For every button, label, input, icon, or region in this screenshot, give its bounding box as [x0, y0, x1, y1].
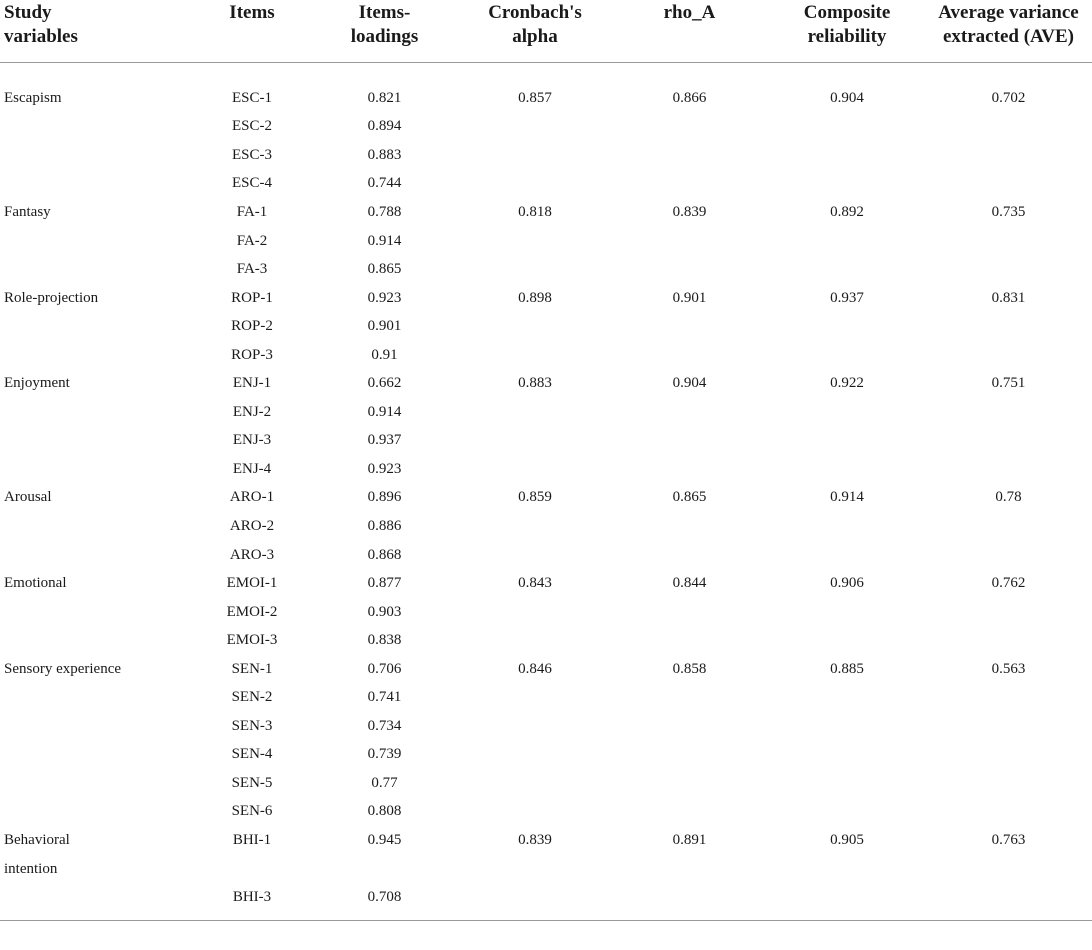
loading-cell: 0.868 [367, 546, 402, 563]
loading-cell: 0.865 [367, 261, 402, 278]
empty-cell [0, 398, 195, 427]
alpha-cell: 0.818 [518, 203, 552, 220]
table-row [0, 170, 1092, 199]
table-row [0, 598, 1092, 627]
item-cell: ARO-1 [229, 489, 275, 506]
empty-cell [769, 541, 925, 570]
empty-cell [925, 798, 1092, 827]
study-variable-cell: Escapism [4, 89, 62, 106]
table-row [0, 113, 1092, 142]
header-composite-reliability: Composite reliability [803, 2, 891, 47]
item-cell: SEN-4 [231, 746, 273, 763]
empty-cell [610, 741, 769, 770]
empty-cell [610, 541, 769, 570]
item-cell: SEN-6 [231, 803, 273, 820]
rho-a-cell: 0.839 [672, 203, 707, 220]
item-cell: ROP-2 [231, 318, 273, 335]
table-row [0, 883, 1092, 912]
cr-cell: 0.904 [830, 89, 864, 106]
study-variable-cell: Fantasy [4, 203, 51, 220]
empty-cell [610, 113, 769, 142]
alpha-cell: 0.839 [518, 832, 552, 849]
table-row [0, 626, 1092, 655]
rho-a-cell: 0.901 [672, 289, 707, 306]
empty-cell [769, 455, 925, 484]
loading-cell: 0.706 [367, 660, 402, 677]
empty-cell [925, 712, 1092, 741]
cr-cell: 0.885 [830, 660, 864, 677]
cr-cell: 0.906 [830, 575, 864, 592]
loading-cell: 0.923 [367, 289, 402, 306]
empty-cell [925, 170, 1092, 199]
loading-cell: 0.923 [367, 460, 402, 477]
table-row [0, 427, 1092, 456]
empty-cell [769, 398, 925, 427]
table-row [0, 741, 1092, 770]
empty-cell [925, 455, 1092, 484]
item-cell: ENJ-4 [232, 460, 272, 477]
ave-cell: 0.78 [995, 489, 1022, 506]
study-variable-cell: Sensory experience [4, 660, 122, 677]
empty-cell [460, 541, 610, 570]
header-study-variables: Study variables [4, 2, 78, 47]
loading-cell: 0.77 [371, 774, 398, 791]
empty-cell [610, 512, 769, 541]
item-cell: ESC-4 [231, 175, 272, 192]
empty-cell [925, 113, 1092, 142]
item-cell: ARO-3 [229, 546, 275, 563]
empty-cell [769, 683, 925, 712]
table-row [0, 369, 1092, 398]
empty-cell [0, 113, 195, 142]
loading-cell: 0.914 [367, 232, 402, 249]
item-cell: ENJ-1 [232, 375, 272, 392]
table-row [0, 798, 1092, 827]
empty-cell [610, 712, 769, 741]
empty-cell [0, 626, 195, 655]
loading-cell: 0.788 [367, 203, 402, 220]
empty-cell [769, 741, 925, 770]
empty-cell [460, 255, 610, 284]
header-row [0, 0, 1092, 63]
empty-cell [460, 626, 610, 655]
empty-cell [769, 598, 925, 627]
cr-cell: 0.937 [830, 289, 864, 306]
rho-a-cell: 0.865 [672, 489, 707, 506]
alpha-cell: 0.843 [518, 575, 552, 592]
empty-cell [0, 512, 195, 541]
item-cell: ESC-1 [231, 89, 272, 106]
ave-cell: 0.762 [991, 575, 1026, 592]
item-cell: SEN-2 [231, 689, 273, 706]
table-row [0, 455, 1092, 484]
loading-cell: 0.883 [367, 146, 402, 163]
header-items: Items [229, 2, 275, 23]
rho-a-cell: 0.891 [672, 832, 707, 849]
loading-cell: 0.662 [367, 375, 402, 392]
empty-cell [0, 427, 195, 456]
alpha-cell: 0.883 [518, 375, 552, 392]
empty-cell [925, 255, 1092, 284]
table-row [0, 712, 1092, 741]
item-cell: FA-2 [236, 232, 268, 249]
ave-cell: 0.763 [991, 832, 1026, 849]
empty-cell [460, 683, 610, 712]
table-row [0, 683, 1092, 712]
table-row [0, 484, 1092, 513]
alpha-cell: 0.846 [518, 660, 552, 677]
empty-cell [460, 427, 610, 456]
empty-cell [769, 769, 925, 798]
table-row [0, 312, 1092, 341]
item-cell: BHI-1 [232, 832, 272, 849]
item-cell: ROP-3 [231, 346, 273, 363]
ave-cell: 0.735 [991, 203, 1026, 220]
empty-cell [0, 541, 195, 570]
empty-cell [0, 683, 195, 712]
empty-cell [460, 227, 610, 256]
empty-cell [925, 598, 1092, 627]
loading-cell: 0.821 [367, 89, 402, 106]
empty-cell [610, 141, 769, 170]
empty-cell [610, 398, 769, 427]
loading-cell: 0.734 [367, 717, 402, 734]
item-cell: ENJ-3 [232, 432, 272, 449]
cr-cell: 0.892 [830, 203, 864, 220]
ave-cell: 0.702 [991, 89, 1026, 106]
empty-cell [610, 598, 769, 627]
empty-cell [769, 170, 925, 199]
table-row [0, 227, 1092, 256]
header-rho-a: rho_A [663, 2, 716, 23]
loading-cell: 0.903 [367, 603, 402, 620]
table-bottom-rule [0, 912, 1092, 921]
study-variable-cell: Behavioral intention [4, 832, 70, 877]
loading-cell: 0.739 [367, 746, 402, 763]
table-row [0, 541, 1092, 570]
empty-cell [460, 312, 610, 341]
empty-cell [0, 312, 195, 341]
table-row [0, 512, 1092, 541]
table-row [0, 569, 1092, 598]
loading-cell: 0.744 [367, 175, 402, 192]
item-cell: FA-3 [236, 261, 268, 278]
empty-cell [460, 341, 610, 370]
table-row [0, 398, 1092, 427]
table-row [0, 255, 1092, 284]
alpha-cell: 0.857 [518, 89, 552, 106]
study-variable-cell: Enjoyment [4, 375, 70, 392]
loading-cell: 0.901 [367, 318, 402, 335]
empty-cell [769, 227, 925, 256]
empty-cell [610, 170, 769, 199]
loading-cell: 0.914 [367, 403, 402, 420]
alpha-cell: 0.859 [518, 489, 552, 506]
empty-cell [460, 113, 610, 142]
table-row [0, 341, 1092, 370]
table-row [0, 198, 1092, 227]
empty-cell [0, 141, 195, 170]
table-row [0, 655, 1092, 684]
header-ave: Average variance extracted (AVE) [938, 2, 1079, 47]
empty-cell [610, 769, 769, 798]
loading-cell: 0.945 [367, 832, 402, 849]
item-cell: BHI-3 [232, 888, 272, 905]
empty-cell [925, 312, 1092, 341]
item-cell: SEN-3 [231, 717, 273, 734]
empty-cell [460, 598, 610, 627]
empty-cell [460, 769, 610, 798]
empty-cell [769, 883, 925, 912]
empty-cell [610, 255, 769, 284]
empty-cell [0, 769, 195, 798]
empty-cell [925, 741, 1092, 770]
item-cell: FA-1 [236, 203, 268, 220]
cr-cell: 0.905 [830, 832, 864, 849]
loading-cell: 0.896 [367, 489, 402, 506]
empty-cell [925, 227, 1092, 256]
empty-cell [0, 741, 195, 770]
empty-cell [0, 227, 195, 256]
empty-cell [0, 341, 195, 370]
table-row [0, 141, 1092, 170]
empty-cell [925, 683, 1092, 712]
loading-cell: 0.741 [367, 689, 402, 706]
empty-cell [610, 798, 769, 827]
empty-cell [769, 312, 925, 341]
empty-cell [925, 883, 1092, 912]
item-cell: SEN-5 [231, 774, 273, 791]
empty-cell [610, 312, 769, 341]
study-variable-cell: Arousal [4, 489, 52, 506]
empty-cell [460, 883, 610, 912]
empty-cell [925, 626, 1092, 655]
empty-cell [0, 883, 195, 912]
empty-cell [460, 170, 610, 199]
empty-cell [610, 341, 769, 370]
table-body [0, 63, 1092, 912]
rho-a-cell: 0.904 [672, 375, 707, 392]
empty-cell [0, 255, 195, 284]
empty-cell [925, 541, 1092, 570]
empty-cell [925, 141, 1092, 170]
empty-cell [610, 626, 769, 655]
ave-cell: 0.831 [991, 289, 1026, 306]
empty-cell [0, 598, 195, 627]
rho-a-cell: 0.844 [672, 575, 707, 592]
ave-cell: 0.563 [991, 660, 1026, 677]
empty-cell [460, 798, 610, 827]
loading-cell: 0.937 [367, 432, 402, 449]
empty-cell [460, 398, 610, 427]
empty-cell [769, 712, 925, 741]
empty-cell [610, 227, 769, 256]
item-cell: ESC-2 [231, 118, 272, 135]
empty-cell [0, 455, 195, 484]
empty-cell [925, 769, 1092, 798]
loading-cell: 0.91 [371, 346, 398, 363]
cr-cell: 0.922 [830, 375, 864, 392]
item-cell: EMOI-1 [226, 575, 278, 592]
spacer-row [0, 63, 1092, 85]
empty-cell [460, 741, 610, 770]
empty-cell [769, 626, 925, 655]
rho-a-cell: 0.858 [672, 660, 707, 677]
loading-cell: 0.877 [367, 575, 402, 592]
empty-cell [925, 427, 1092, 456]
empty-cell [460, 712, 610, 741]
empty-cell [925, 398, 1092, 427]
alpha-cell: 0.898 [518, 289, 552, 306]
loading-cell: 0.708 [367, 888, 402, 905]
item-cell: SEN-1 [231, 660, 273, 677]
empty-cell [0, 798, 195, 827]
item-cell: ESC-3 [231, 146, 272, 163]
table-row [0, 769, 1092, 798]
loading-cell: 0.838 [367, 632, 402, 649]
empty-cell [769, 341, 925, 370]
item-cell: ENJ-2 [232, 403, 272, 420]
item-cell: EMOI-3 [226, 632, 278, 649]
empty-cell [610, 455, 769, 484]
item-cell: EMOI-2 [226, 603, 278, 620]
study-variable-cell: Emotional [4, 575, 67, 592]
empty-cell [769, 141, 925, 170]
empty-cell [0, 712, 195, 741]
study-variable-cell: Role-projection [4, 289, 99, 306]
empty-cell [769, 427, 925, 456]
empty-cell [610, 683, 769, 712]
header-cronbachs-alpha: Cronbach's alpha [488, 2, 582, 47]
empty-cell [769, 113, 925, 142]
table-row [0, 84, 1092, 113]
item-cell: ARO-2 [229, 517, 275, 534]
loading-cell: 0.894 [367, 118, 402, 135]
loading-cell: 0.808 [367, 803, 402, 820]
rho-a-cell: 0.866 [672, 89, 707, 106]
empty-cell [0, 170, 195, 199]
empty-cell [925, 341, 1092, 370]
empty-cell [769, 798, 925, 827]
loading-cell: 0.886 [367, 517, 402, 534]
empty-cell [460, 512, 610, 541]
empty-cell [460, 455, 610, 484]
empty-cell [610, 427, 769, 456]
empty-cell [460, 141, 610, 170]
empty-cell [610, 883, 769, 912]
item-cell: ROP-1 [231, 289, 273, 306]
table-row [0, 284, 1092, 313]
empty-cell [769, 512, 925, 541]
empty-cell [925, 512, 1092, 541]
header-items-loadings: Items- loadings [350, 2, 419, 47]
ave-cell: 0.751 [991, 375, 1026, 392]
empty-cell [769, 255, 925, 284]
cr-cell: 0.914 [830, 489, 864, 506]
